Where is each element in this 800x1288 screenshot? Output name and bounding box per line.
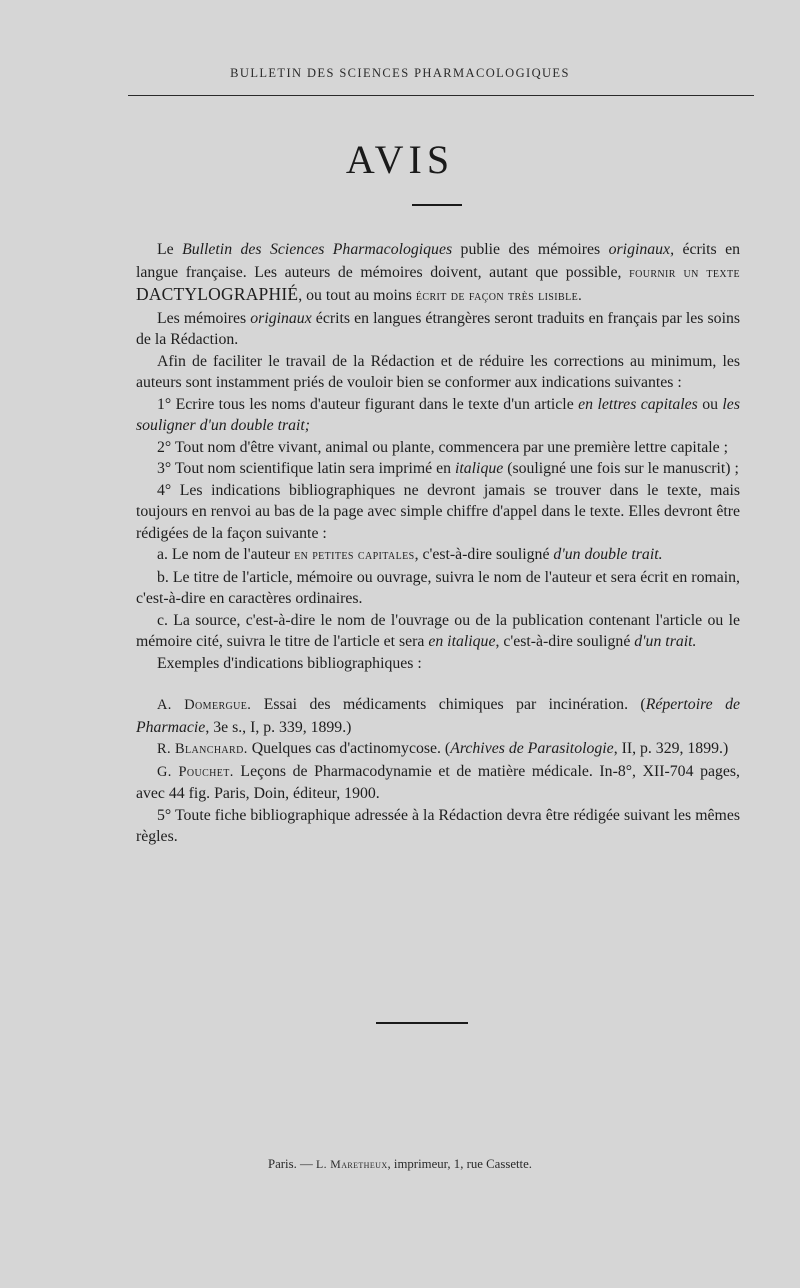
rule-4b: b. Le titre de l'article, mémoire ou ouvrage, suivra le nom de l'auteur et sera écrit en romain, c'est-à-dire en caractères ordinaires.	[136, 568, 740, 607]
intro-paragraph	[136, 239, 740, 308]
reference-2	[136, 738, 740, 761]
reference-title: Quelques cas d'actinomycose. (	[247, 740, 451, 757]
reference-title: Leçons de Pharmacodynamie et de matière médicale. In-8°, XII-704 pages, avec 44 fig. Paris, Doin, éditeur, 1900.	[136, 762, 741, 802]
small-caps-text: en petites capitales	[294, 547, 415, 563]
originaux-emphasis: originaux,	[608, 241, 675, 258]
rule-emphasis: italique	[454, 460, 504, 477]
originaux-emphasis: originaux	[250, 309, 312, 327]
rule-3	[136, 458, 740, 480]
intro-text: , ou tout au moins	[298, 287, 416, 304]
small-caps-text: fournir un texte	[629, 264, 740, 281]
foreign-paragraph	[136, 308, 740, 351]
reference-author: G. Pouchet.	[157, 763, 234, 780]
foreign-text: Les mémoires	[157, 309, 251, 327]
imprint-address: , imprimeur, 1, rue Cassette.	[387, 1157, 532, 1171]
imprint-printer: L. Maretheux	[316, 1157, 388, 1171]
rule-text: a. Le nom de l'auteur	[157, 546, 295, 563]
imprint-dash: —	[296, 1157, 316, 1171]
printer-imprint	[0, 1157, 800, 1172]
foreign-text: écrits en langues étrangères seront traduits en français par les soins de la Rédaction.	[136, 309, 741, 348]
dactylographie-text: DACTYLOGRAPHIÉ	[136, 284, 299, 304]
small-caps-text: écrit de façon très lisible.	[415, 288, 583, 304]
reference-details: , II, p. 329, 1899.)	[613, 740, 729, 757]
rule-emphasis: d'un trait.	[634, 633, 697, 650]
rule-text: , c'est-à-dire souligné	[414, 546, 554, 563]
page-title: AVIS	[345, 137, 455, 182]
reference-details: , 3e s., I, p. 339, 1899.)	[205, 718, 352, 736]
rule-emphasis: les souligner d'un double trait;	[136, 395, 740, 434]
rule-text: ou	[697, 395, 723, 413]
notice-body	[136, 239, 740, 848]
rule-4c	[136, 610, 740, 653]
rule-2: 2° Tout nom d'être vivant, animal ou plante, commencera par une première lettre capitale ;	[157, 438, 728, 456]
rule-text: 3° Tout nom scientifique latin sera imprimé en	[157, 460, 455, 477]
imprint-city: Paris.	[268, 1157, 297, 1171]
reference-source: Archives de Parasitologie	[450, 740, 614, 757]
rule-emphasis: en lettres capitales	[578, 395, 698, 413]
intro-text: publie des mémoires	[452, 241, 609, 258]
rule-4a	[136, 544, 740, 567]
rule-emphasis: d'un double trait.	[553, 546, 663, 563]
rule-emphasis: en italique	[428, 633, 496, 650]
rule-text: c. La source, c'est-à-dire le nom de l'ouvrage ou de la publication contenant l'article ou le mémoire cité, suivra le titre de l'article et sera	[136, 611, 740, 650]
reference-author: R. Blanchard.	[157, 741, 248, 757]
examples-intro: Exemples d'indications bibliographiques :	[157, 654, 422, 672]
header-rule	[128, 95, 754, 96]
closing-rule	[376, 1022, 468, 1024]
reference-title: Essai des médicaments chimiques par incinération. (	[251, 696, 646, 713]
title-rule	[412, 204, 462, 206]
reference-source: Répertoire de Pharmacie	[136, 696, 740, 736]
reference-1	[136, 694, 740, 738]
reference-3	[136, 761, 740, 805]
intro-text: Le	[157, 241, 183, 258]
reference-author: A. Domergue.	[157, 697, 252, 713]
journal-name: Bulletin des Sciences Pharmacologiques	[182, 241, 453, 258]
intro-text: écrits en langue française. Les auteurs de mémoires doivent, autant que possible,	[136, 241, 740, 281]
rule-text: (souligné une fois sur le manuscrit) ;	[503, 460, 739, 477]
rule-1	[136, 394, 740, 437]
aim-paragraph: Afin de faciliter le travail de la Rédaction et de réduire les corrections au minimum, les auteurs sont instamment priés de vouloir bien se conformer aux indications suivantes :	[136, 352, 740, 391]
rule-text: , c'est-à-dire souligné	[495, 633, 635, 650]
rule-text: 1° Ecrire tous les noms d'auteur figurant dans le texte d'un article	[157, 395, 579, 413]
running-header: BULLETIN DES SCIENCES PHARMACOLOGIQUES	[230, 66, 570, 80]
rule-4: 4° Les indications bibliographiques ne devront jamais se trouver dans le texte, mais toujours en renvoi au bas de la page avec simple chiffre d'appel dans le texte. Elles devront être rédigées de la façon suivante :	[136, 481, 740, 542]
rule-5: 5° Toute fiche bibliographique adressée à la Rédaction devra être rédigée suivant les mêmes règles.	[136, 806, 740, 845]
